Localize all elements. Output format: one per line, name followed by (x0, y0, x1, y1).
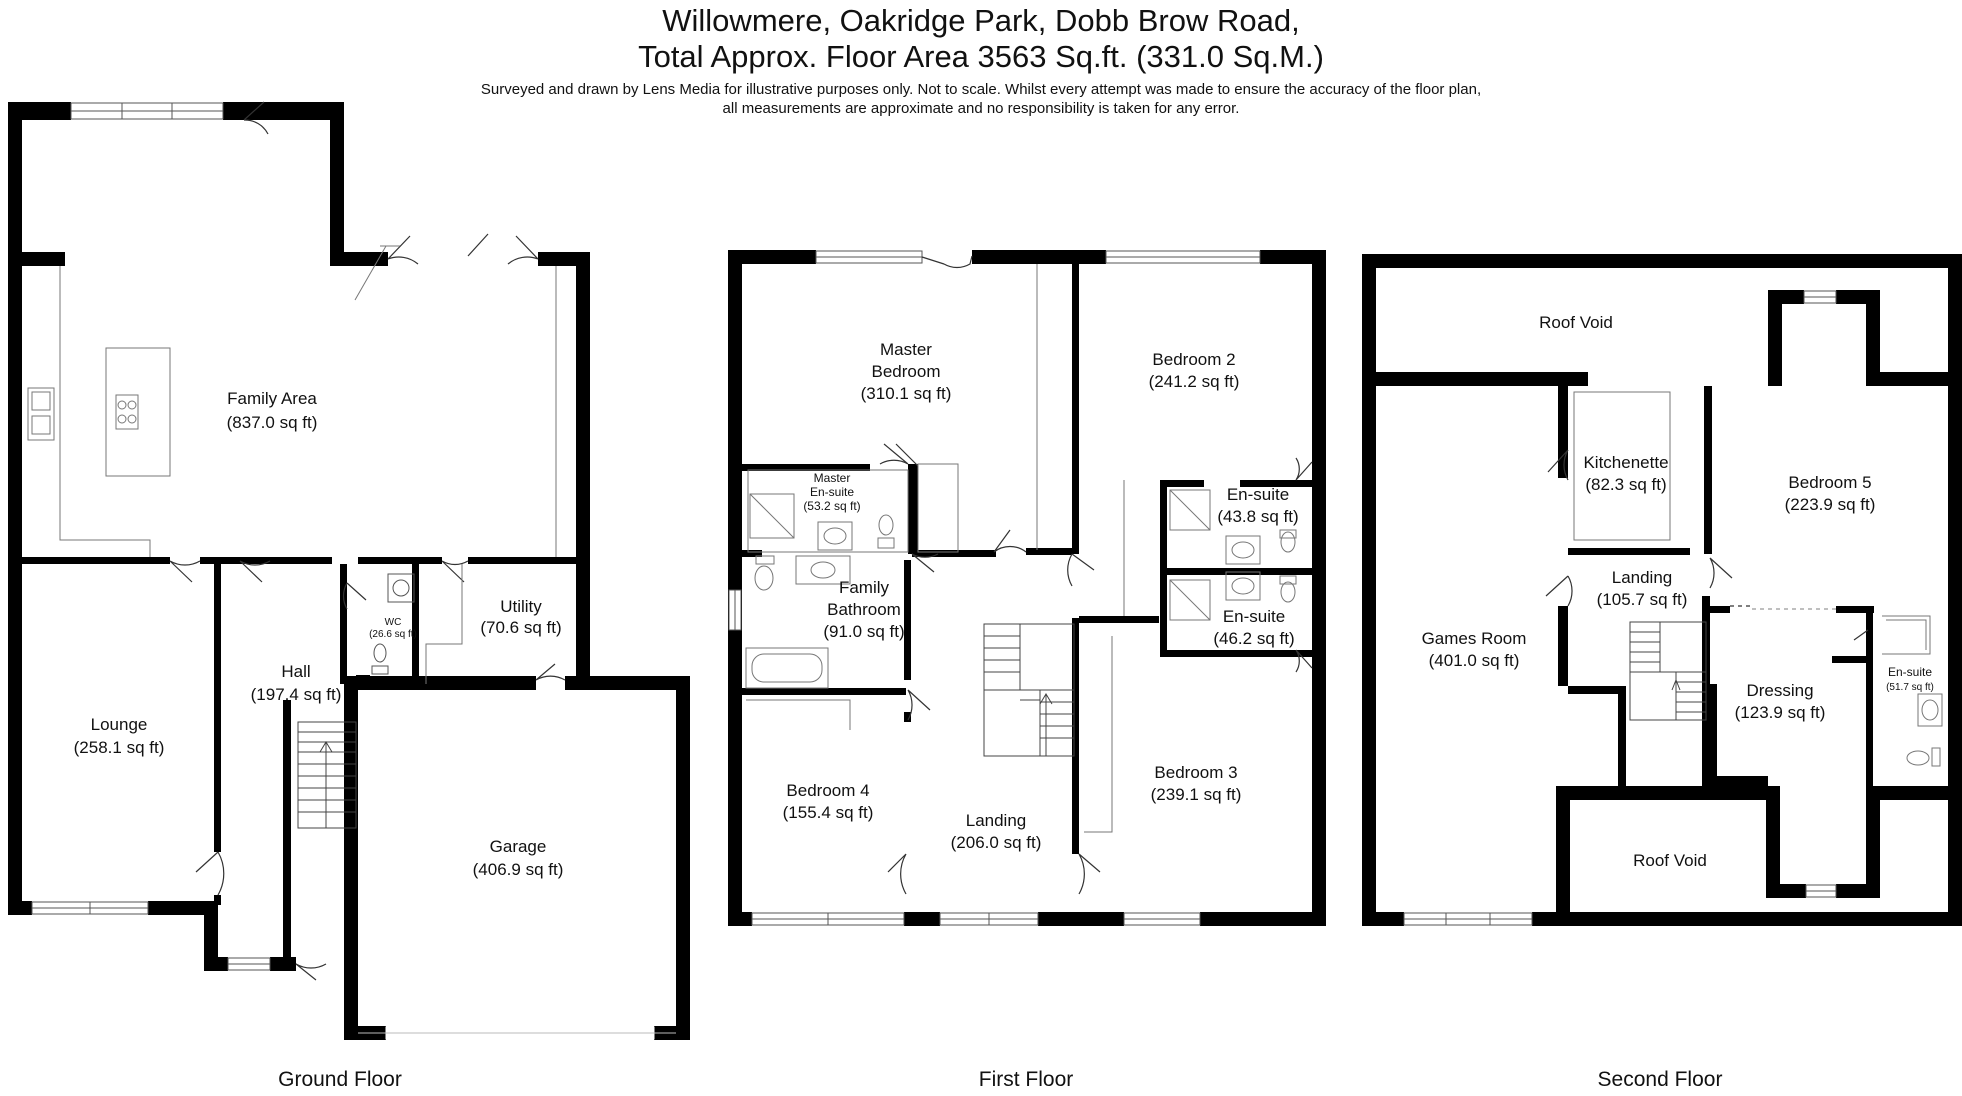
plan-title-line1: Willowmere, Oakridge Park, Dobb Brow Road, (662, 3, 1300, 38)
dressing-size: (123.9 sq ft) (1734, 703, 1826, 722)
disclaimer-line2: all measurements are approximate and no responsibility is taken for any error. (722, 100, 1240, 117)
second-ensuite-name: En-suite (1887, 665, 1933, 679)
roof-void-bottom-name: Roof Void (1633, 851, 1707, 870)
roof-void-top-name: Roof Void (1539, 313, 1613, 332)
dressing-name: Dressing (1746, 681, 1814, 700)
games-room-name: Games Room (1421, 629, 1527, 648)
second-landing-name: Landing (1611, 568, 1673, 587)
master-ensuite-name-line1: Master (813, 471, 851, 485)
bedroom2-size: (241.2 sq ft) (1148, 372, 1240, 391)
second-floor-interior-walls (1558, 386, 1874, 786)
hall-name: Hall (281, 662, 311, 681)
first-landing-size: (206.0 sq ft) (950, 833, 1042, 852)
master-bedroom-size: (310.1 sq ft) (860, 384, 952, 403)
ground-floor-walls (8, 102, 690, 1040)
garage-name: Garage (489, 837, 547, 856)
master-bedroom-name-line1: Master (880, 340, 932, 359)
kitchenette-name: Kitchenette (1583, 453, 1669, 472)
lounge-name: Lounge (90, 715, 148, 734)
ground-floor-label: Ground Floor (278, 1068, 402, 1091)
games-room-size: (401.0 sq ft) (1428, 651, 1520, 670)
ground-floor-plan (8, 102, 690, 1091)
master-bedroom-name-line2: Bedroom (871, 362, 941, 381)
second-floor-label: Second Floor (1597, 1068, 1723, 1091)
family-bathroom-name-line1: Family (838, 578, 890, 597)
second-ensuite-size: (51.7 sq ft) (1886, 682, 1934, 693)
bedroom3-name: Bedroom 3 (1154, 763, 1238, 782)
bedroom4-name: Bedroom 4 (786, 781, 870, 800)
bedroom3-size: (239.1 sq ft) (1150, 785, 1242, 804)
second-landing-size: (105.7 sq ft) (1596, 590, 1688, 609)
ensuite-a-name: En-suite (1226, 485, 1290, 504)
ensuite-b-name: En-suite (1222, 607, 1286, 626)
bedroom4-size: (155.4 sq ft) (782, 803, 874, 822)
wc-size: (26.6 sq ft) (369, 629, 417, 640)
family-area-size: (837.0 sq ft) (226, 413, 318, 432)
family-bathroom-name-line2: Bathroom (827, 600, 901, 619)
hall-size: (197.4 sq ft) (250, 685, 342, 704)
first-landing-name: Landing (965, 811, 1027, 830)
plan-title-line2: Total Approx. Floor Area 3563 Sq.ft. (331.0 Sq.M.) (638, 39, 1324, 74)
utility-name: Utility (500, 597, 542, 616)
bedroom5-size: (223.9 sq ft) (1784, 495, 1876, 514)
second-floor-plan (1362, 254, 1962, 1091)
master-ensuite-name-line2: En-suite (809, 485, 855, 499)
first-floor-stairs (984, 624, 1074, 756)
first-floor-label: First Floor (978, 1068, 1074, 1091)
ensuite-b-size: (46.2 sq ft) (1213, 629, 1295, 648)
kitchen-fittings (28, 246, 556, 684)
wc-name: WC (384, 617, 402, 628)
family-area-name: Family Area (227, 389, 317, 408)
ensuite-a-size: (43.8 sq ft) (1217, 507, 1299, 526)
bedroom2-name: Bedroom 2 (1152, 350, 1236, 369)
bedroom5-name: Bedroom 5 (1788, 473, 1872, 492)
first-floor-plan (728, 250, 1326, 1091)
master-ensuite-size: (53.2 sq ft) (803, 499, 861, 513)
utility-size: (70.6 sq ft) (480, 618, 562, 637)
first-floor-walls (728, 250, 1326, 926)
garage-size: (406.9 sq ft) (472, 860, 564, 879)
family-bathroom-size: (91.0 sq ft) (823, 622, 905, 641)
kitchenette-size: (82.3 sq ft) (1585, 475, 1667, 494)
second-floor-stairs (1630, 622, 1706, 720)
lounge-size: (258.1 sq ft) (73, 738, 165, 757)
disclaimer-line1: Surveyed and drawn by Lens Media for illustrative purposes only. Not to scale. Whilst every attempt was made to ensure the accuracy of the floor plan, (480, 81, 1482, 98)
